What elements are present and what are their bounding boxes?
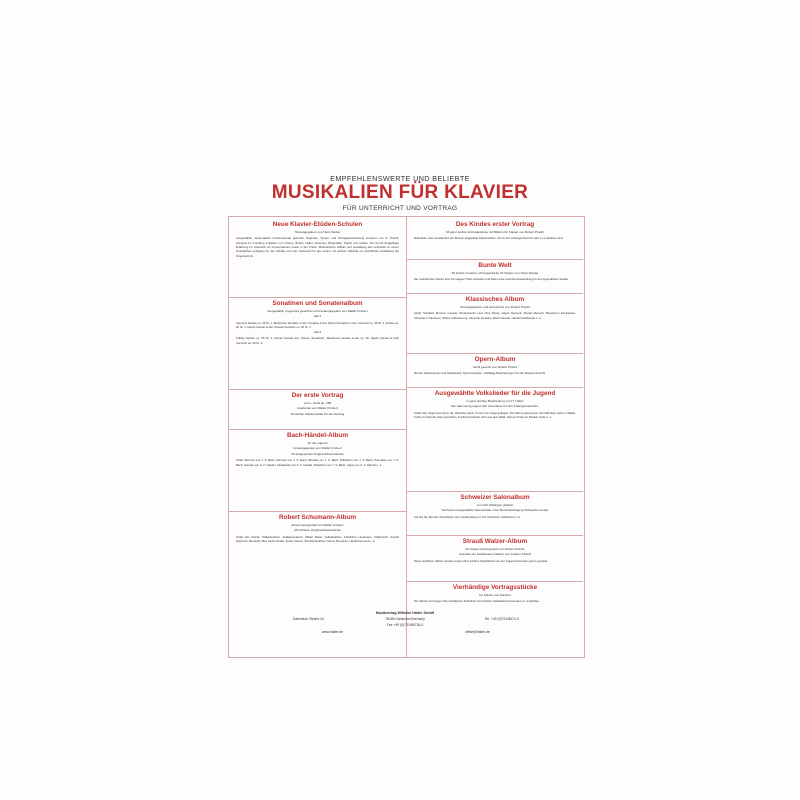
subtitle: FÜR UNTERRICHT UND VORTRAG bbox=[342, 205, 458, 212]
section-opern-album bbox=[407, 353, 583, 387]
section-title: Neue Klavier-Etüden-Schulen bbox=[272, 221, 363, 228]
section-meta: für Klavier leicht gesetzt von Robert Pracht bbox=[465, 547, 525, 551]
section-body: Diese herrlichen Walzer wurden wegen ihrer leichten Spielbarkeit von der Jugend besonders gerne gespielt. bbox=[414, 558, 548, 563]
section-bach-haendel bbox=[229, 429, 406, 511]
section-strauss-walzer bbox=[407, 535, 583, 581]
section-title: Der erste Vortrag bbox=[291, 392, 344, 399]
section-schweizer-salonalbum bbox=[407, 491, 583, 535]
section-meta: leicht gesetzt von Robert Pracht bbox=[473, 365, 517, 369]
part-label: Heft 2 bbox=[313, 330, 322, 335]
section-meta: 36 ganz leichte Vortragsstücke mit Bildern für Klavier von Robert Pracht bbox=[445, 230, 545, 234]
section-erste-vortrag bbox=[229, 389, 406, 429]
section-title: Klassisches Album bbox=[465, 296, 525, 303]
section-body: Kuhlau Sonate op. 55 Nr. 2, Mozart Sonate aus „Wiener Sonatinen“, Beethoven Sonate G-dur op. 49, Haydn Sonate E-moll, Clementi op. 26 Nr. 2. bbox=[236, 336, 399, 345]
section-meta: für die Jugend bbox=[307, 441, 328, 445]
section-meta: 25 leichtere Original-Klavierstücke bbox=[294, 528, 341, 533]
publisher-tel: Tel. +49 (0)721/5672-0 bbox=[484, 617, 519, 622]
pretitle: EMPFEHLENSWERTE UND BELIEBTE bbox=[330, 174, 470, 183]
section-title: Bunte Welt bbox=[478, 262, 512, 269]
section-meta: Herausgegeben von Hans Weber bbox=[294, 230, 341, 234]
section-body: Melodiöse, dem Verständnis der Kleinen angepaßte Klavierstücke, die für den Anfangsunterricht sehr zu empfehlen sind. bbox=[414, 236, 564, 241]
section-title: Vierhändige Vortragsstücke bbox=[452, 584, 538, 591]
section-neue-klavier-etueden bbox=[229, 219, 406, 297]
page-title: MUSIKALIEN FÜR KLAVIER bbox=[271, 182, 529, 203]
publisher-fax: Fax +49 (0)721/56726-0 bbox=[386, 623, 424, 628]
section-body: Inhalt: Schubert Moment musical, Mendelssohn Lied ohne Worte, Haydn Menuett, Mozart Menuett, Beethoven Ecossaisen, Schumann Träumerei, Weber Aufforderung, Clementi Sonatine, Bach Gavotte, Händel Sarabande u. a. bbox=[414, 311, 576, 320]
part-label: Heft 1 bbox=[313, 314, 322, 319]
section-volkslieder bbox=[407, 387, 583, 491]
publisher-email[interactable]: office@halter.de bbox=[465, 629, 490, 634]
publisher-address: Gabrielum Straße 24 bbox=[292, 617, 325, 622]
section-sonatinen bbox=[229, 297, 406, 389]
publisher-name: Musikverlag Wilhelm Halter GmbH bbox=[375, 611, 435, 615]
publisher-city: 76185 Karlsruhe/Germany bbox=[385, 617, 425, 622]
catalog-frame bbox=[228, 216, 585, 658]
section-body: Die melodischen Stücke sind mit lustigen Titeln versehen und bieten eine reizvolle Abwechslung für den jugendlichen Spieler. bbox=[414, 277, 569, 282]
section-title: Robert Schumann-Album bbox=[278, 514, 357, 521]
section-meta: 25 ausgesuchte Original-Klavierstücke bbox=[291, 451, 344, 456]
section-schumann bbox=[229, 511, 406, 601]
section-meta: von Karl Wellinger (Jäckle) bbox=[476, 503, 514, 507]
section-meta: 25 leichte moderne Vortragsstücke für Klavier von Hans Zander bbox=[451, 271, 539, 275]
section-meta: Auswahl der beliebtesten Walzer von Johann Strauß bbox=[459, 552, 531, 557]
section-meta: Die Sammlung eignet sich besonders für den Anfangsunterricht. bbox=[451, 404, 539, 409]
section-meta: Sechzehn ausgewählte Salonstücke unter Berücksichtigung Schweizer Lieder bbox=[441, 508, 549, 513]
section-title: Des Kindes erster Vortrag bbox=[455, 221, 535, 228]
publisher-row bbox=[260, 629, 550, 635]
section-body: Inhalt: Ein Choral, Trällerliedchen, Soldatenmarsch, Wilder Reiter, Volksliedchen, Fröhlicher Landmann, Sizilianisch, Knecht Ruprecht, Mai lieber Mai, Kleine Studie, Erster Verlust, Schnitterliedchen, Kleine Romanze, Ländliches Lied u. a. bbox=[236, 534, 399, 544]
section-title: Ausgewählte Volkslieder für die Jugend bbox=[434, 390, 556, 397]
section-meta: bearbeitet von Walter Frickert bbox=[297, 406, 338, 411]
section-title: Sonatinen und Sonatenalbum bbox=[272, 300, 363, 307]
section-title: Strauß Walzer-Album bbox=[462, 538, 528, 545]
section-title: Schweizer Salonalbum bbox=[460, 494, 530, 501]
section-kindes-erster-vortrag bbox=[407, 219, 583, 259]
section-body: Inhalt: Alle Vögel sind schon da, Hänschen klein, Kommt ein Vogel geflogen, Der Mai ist gekommen, Ein Männlein steht im Walde, Fuchs du hast die Gans gestohlen, Kuckuck Kuckuck ruft's aus dem Wald, Sah ein Knab ein Röslein stehn u. a. bbox=[414, 410, 576, 420]
section-meta: herausgegeben von Walter Frickert bbox=[293, 446, 342, 451]
section-meta: Ausgewählt, progressiv geordnet und herausgegeben von Walter Frickert bbox=[267, 309, 368, 313]
section-title: Bach-Händel-Album bbox=[286, 432, 349, 439]
right-column bbox=[406, 217, 583, 657]
publisher-block bbox=[260, 610, 550, 635]
section-meta: 40 leichte Klavierstücke für den Anfang bbox=[290, 411, 345, 416]
section-body: Ausgewählte, systematisch fortschreitende gesunde, fingernde, Tempo- und Vortragsbezeichnung versehen von R. Pracht. (Vorspiel zu 3 Heften) 3 Etüden von Czerny, Bertini, Heller, Duvernoy, Burgmüller, Pracht und andere. Auf Grund langjähriger Erfahrung im Unterricht an Konservatorien sowie in der Praxis. Methodischer Aufbau und Gestaltung des Lehrstoffs zu einem einheitlichen Lehrgang für den Schüler und zum Gebrauch für den Lehrer mit reichem Material zur gründlichen Ausbildung der Fingertechnik. bbox=[236, 236, 399, 258]
section-klassisches-album bbox=[407, 293, 583, 353]
publisher-web[interactable]: www.halter.de bbox=[321, 629, 344, 634]
section-meta: von L. Seidl op. 258 bbox=[303, 401, 332, 405]
section-meta: Zusammengestellt von Walter Frickert bbox=[291, 523, 344, 527]
section-vierhaendige bbox=[407, 581, 583, 611]
section-title: Opern-Album bbox=[474, 356, 516, 363]
section-body: Auf der Alp, Bei den Sennhütten, Der Glockenklang im Tal, Schweizer Volkstänze u. a. bbox=[414, 514, 521, 519]
section-body: Die Stücke sind wegen ihrer dankbaren Schreibart und leichten Spielbarkeit besonders zu empfehlen. bbox=[414, 599, 540, 604]
section-meta: Herausgegeben und bezeichnet von Robert Pracht bbox=[460, 305, 530, 309]
section-meta: für Klavier von Sartorio bbox=[479, 593, 511, 597]
section-body: Mit den bekanntesten und beliebtesten Opernmelodien. Vielfältige Bearbeitungen für den Klavierunterricht. bbox=[414, 371, 546, 376]
section-bunte-welt bbox=[407, 259, 583, 293]
section-meta: in ganz leichter Bearbeitung von H. Halter bbox=[466, 399, 524, 403]
section-body: Inhalt: Menuett von J. S. Bach, Menuett von J. S. Bach, Musette von J. S. Bach, Präludium von J. S. Bach, Polonaise von J. S. Bach, Gavotte von G. F. Händel, Sarabande von G. F. Händel, Präludium von J. S. Bach, Gigue von G. F. Händel u. a. bbox=[236, 458, 399, 467]
section-body: Clementi Sonate op. 36 Nr. 1, Beethoven Sonatine G-dur, Sonatine F-dur, Mozart Sonatine C-dur, Clementi op. 36 Nr. 2, Kuhlau op. 20 Nr. 1, Haydn Sonate G-dur, Dussek Sonatine op. 20 Nr. 1. bbox=[236, 320, 399, 329]
left-column bbox=[229, 217, 406, 657]
